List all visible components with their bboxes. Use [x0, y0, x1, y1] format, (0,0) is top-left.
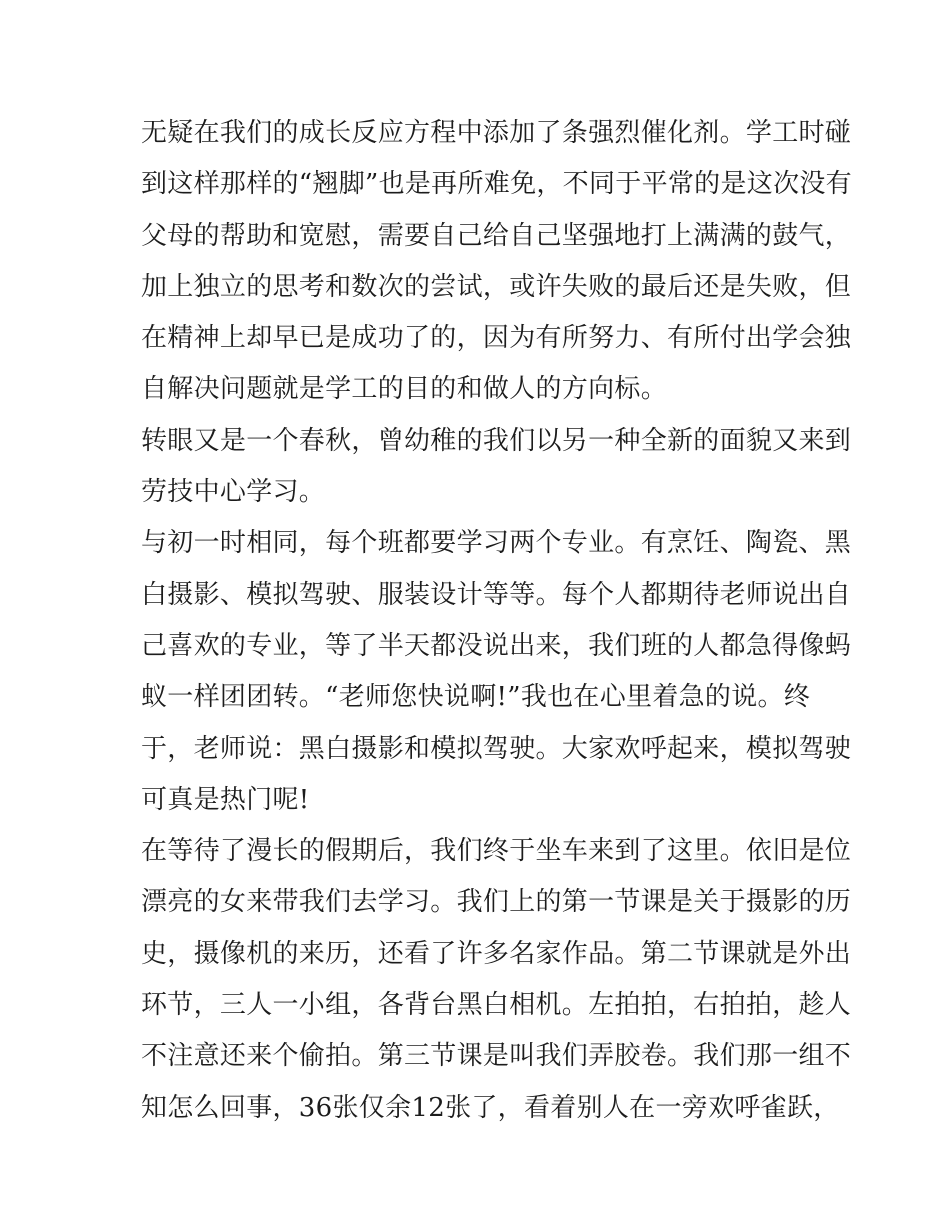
- text-line: 无疑在我们的成长反应方程中添加了条强烈催化剂。学工时碰: [141, 118, 852, 148]
- text-line: 漂亮的女来带我们去学习。我们上的第一节课是关于摄影的历: [141, 887, 852, 918]
- text-line: 在精神上却早已是成功了的，因为有所努力、有所付出学会独: [141, 323, 852, 354]
- text-line: 白摄影、模拟驾驶、服装设计等等。每个人都期待老师说出自: [141, 579, 852, 610]
- text-line: 史，摄像机的来历，还看了许多名家作品。第二节课就是外出: [141, 938, 852, 969]
- text-line: 到这样那样的“翘脚”也是再所难免，不同于平常的是这次没有: [141, 169, 852, 200]
- text-line: 可真是热门呢!: [141, 784, 310, 815]
- text-line: 环节，三人一小组，各背台黑白相机。左拍拍，右拍拍，趁人: [141, 990, 852, 1021]
- text-line: 蚁一样团团转。“老师您快说啊!”我也在心里着急的说。终: [141, 682, 811, 713]
- text-line: 不注意还来个偷拍。第三节课是叫我们弄胶卷。我们那一组不: [141, 1041, 852, 1072]
- text-line: 加上独立的思考和数次的尝试，或许失败的最后还是失败，但: [141, 271, 852, 302]
- text-line: 自解决问题就是学工的目的和做人的方向标。: [141, 374, 668, 405]
- text-line: 与初一时相同，每个班都要学习两个专业。有烹饪、陶瓷、黑: [141, 528, 852, 559]
- text-line: 于，老师说：黑白摄影和模拟驾驶。大家欢呼起来，模拟驾驶: [141, 733, 852, 764]
- text-line: 在等待了漫长的假期后，我们终于坐车来到了这里。依旧是位: [141, 836, 852, 867]
- text-line: 知怎么回事，36张仅余12张了，看着别人在一旁欢呼雀跃，: [141, 1092, 840, 1123]
- text-line: 己喜欢的专业，等了半天都没说出来，我们班的人都急得像蚂: [141, 630, 852, 661]
- text-line: 转眼又是一个春秋，曾幼稚的我们以另一种全新的面貌又来到: [141, 425, 852, 456]
- document-body: [141, 108, 852, 1134]
- text-line: 父母的帮助和宽慰，需要自己给自己坚强地打上满满的鼓气，: [141, 220, 852, 251]
- text-line: 劳技中心学习。: [141, 477, 326, 508]
